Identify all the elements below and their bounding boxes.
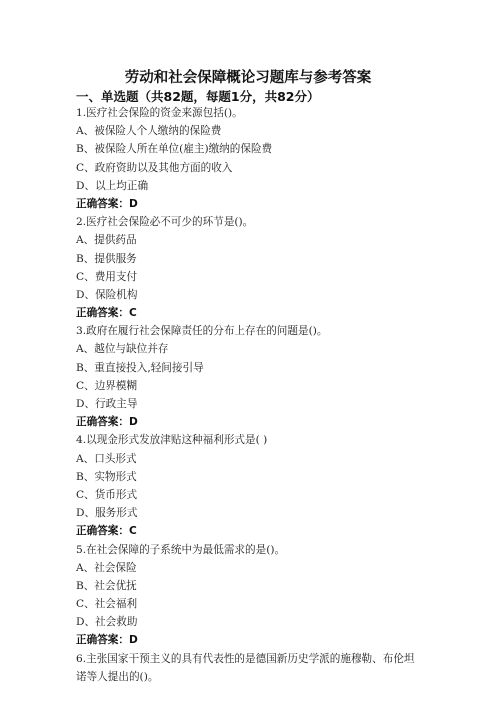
option-c: C、货币形式 [76, 488, 138, 501]
option-a: A、社会保险 [76, 561, 137, 574]
question-block [76, 541, 421, 650]
question-text: 4.以现金形式发放津贴这种福利形式是( ) [76, 434, 268, 447]
answer-line: 正确答案：D [76, 634, 138, 647]
section-heading: 一、单选题（共82题，每题1分，共82分） [76, 89, 320, 104]
question-block [76, 104, 421, 213]
option-d: D、保险机构 [76, 288, 138, 301]
option-a: A、口头形式 [76, 452, 137, 465]
answer-line: 正确答案：D [76, 197, 138, 210]
answer-line: 正确答案：C [76, 525, 137, 538]
option-d: D、社会救助 [76, 616, 138, 629]
option-b: B、社会优抚 [76, 579, 137, 592]
option-d: D、服务形式 [76, 507, 138, 520]
option-b: B、重直接投入,轻间接引导 [76, 361, 204, 374]
question-list [76, 104, 421, 686]
option-d: D、行政主导 [76, 398, 138, 410]
question-text: 3.政府在履行社会保障责任的分布上存在的问题是()。 [76, 325, 328, 338]
option-b: B、提供服务 [76, 252, 137, 265]
question-text: 1.医疗社会保险的资金来源包括()。 [76, 107, 243, 119]
option-a: A、越位与缺位并存 [76, 343, 169, 356]
option-a: A、提供药品 [76, 234, 137, 247]
question-text: 5.在社会保障的子系统中为最低需求的是()。 [76, 543, 286, 556]
answer-line: 正确答案：C [76, 307, 137, 320]
answer-line: 正确答案：D [76, 416, 138, 429]
question-block [76, 431, 421, 540]
question-block [76, 322, 421, 431]
option-d: D、以上均正确 [76, 179, 149, 192]
question-block [76, 213, 421, 322]
option-c: C、费用支付 [76, 270, 138, 283]
option-c: C、政府资助以及其他方面的收入 [76, 161, 233, 174]
option-c: C、社会福利 [76, 598, 138, 611]
option-c: C、边界模糊 [76, 379, 138, 392]
option-b: B、实物形式 [76, 470, 137, 483]
question-text: 6.主张国家干预主义的具有代表性的是德国新历史学派的施穆勒、布伦坦诺等人提出的()。 [76, 652, 415, 683]
page-title: 劳动和社会保障概论习题库与参考答案 [124, 70, 372, 86]
question-text: 2.医疗社会保险必不可少的环节是()。 [76, 216, 254, 229]
option-a: A、被保险人个人缴纳的保险费 [76, 125, 222, 138]
option-b: B、被保险人所在单位(雇主)缴纳的保险费 [76, 143, 273, 156]
